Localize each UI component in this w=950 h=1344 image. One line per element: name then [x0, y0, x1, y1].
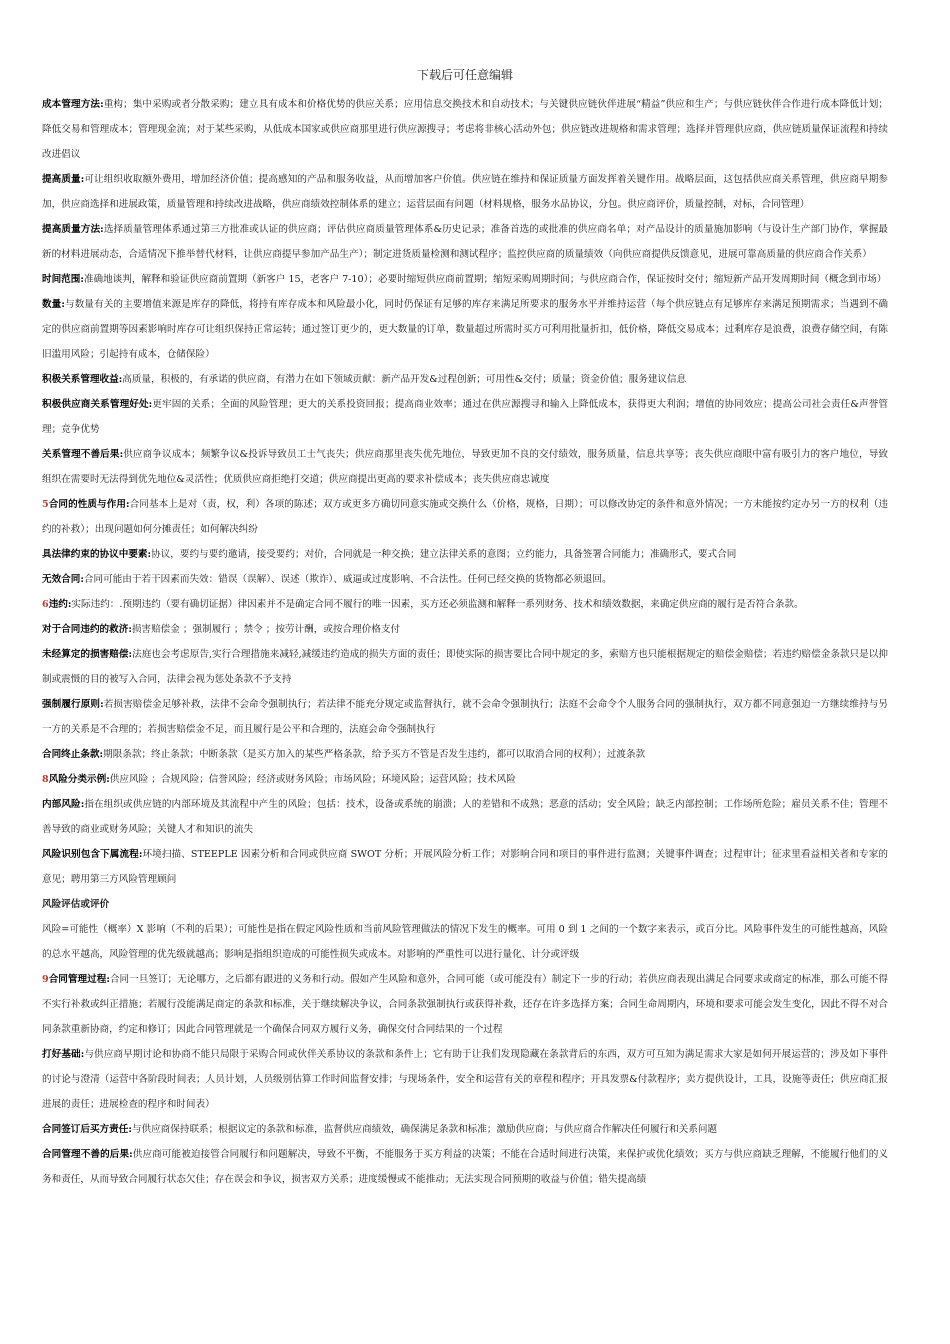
paragraph	[42, 392, 888, 442]
paragraph-text: 协议，要约与要约邀请，接受要约；对价，合同就是一种交换；建立法律关系的意图；立约能力，具备签署合同能力；准确形式，要式合同	[151, 549, 737, 560]
paragraph	[42, 292, 888, 367]
paragraph	[42, 492, 888, 542]
paragraph-text: 风险=可能性（概率）X 影响（不利的后果）；可能性是指在假定风险性质和当前风险管理做法的情况下发生的概率。可用 0 到 1 之间的一个数字来表示，或百分比。风险事件发生的可能性越高，风险的总水平越高，风险管理的优先级就越高；影响是指组织造成的可能性损失或成本。对影响的严重性可以进行量化、计分或评级	[42, 924, 888, 960]
paragraph	[42, 617, 888, 642]
paragraph	[42, 792, 888, 842]
paragraph-text: 供应风险 ；合规风险；信誉风险；经济或财务风险；市场风险；环境风险；运营风险；技术风险	[109, 774, 516, 785]
paragraph	[42, 442, 888, 492]
paragraph-lead: 合同签订后买方责任:	[42, 1124, 132, 1135]
paragraph-lead: 合同终止条款:	[42, 749, 104, 760]
paragraph-lead: 提高质量方法:	[42, 224, 104, 235]
paragraph-text: 与供应商早期讨论和协商不能只局限于采购合同或伙伴关系协议的条款和条件上；它有助于让我们发现隐藏在条款背后的东西，双方可互知为满足需求大家是如何开展运营的；涉及如下事件的讨论与澄清（运营中各阶段时间表；人员计划，人员级别估算工作时间监督安排；与现场条件，安全和运营有关的章程和程序；开具发票&付款程序；卖方提供设计，工具，设施等责任；供应商汇报进展的责任；进展检查的程序和时间表）	[42, 1049, 888, 1110]
paragraph-text: 若损害赔偿金足够补救，法律不会命令强制执行；若法律不能充分规定或监督执行，就不会命令强制执行；法庭不会命令个人服务合同的强制执行，双方都不同意强迫一方继续维持与另一方的关系是不合理的；若损害赔偿金不足，而且履行是公平和合理的，法庭会命令强制执行	[42, 699, 889, 735]
paragraph-text: 与数量有关的主要增值来源是库存的降低，将持有库存成本和风险最小化，同时仍保证有足够的库存来满足所要求的服务水平并维持运营（每个供应链点有足够库存来满足预期需求；当遇到不确定的供应商前置期等因素影响时库存可让组织保持正常运转；通过签订更少的，更大数量的订单，数量超过所需时买方可利用批量折扣，低价格，降低交易成本；过剩库存是浪费，浪费存储空间，有陈旧滥用风险；引起持有成本，仓储保险）	[42, 299, 889, 360]
paragraph-lead: 风险识别包含下属流程:	[42, 849, 143, 860]
section-number: 9	[42, 974, 49, 985]
paragraph-text: 准确地谈判，解释和验证供应商前置期（新客户 15，老客户 7-10）；必要时缩短供应商前置期；缩短采购周期时间；与供应商合作，保证按时交付；缩短新产品开发周期时间（概念到市场）	[83, 274, 887, 285]
paragraph-lead: 风险分类示例:	[48, 774, 110, 785]
paragraph-text: 合同基本上是对（责，权，利）各项的陈述；双方或更多方确切同意实施或交换什么（价格，规格，日期）；可以修改协定的条件和意外情况；一方未能按约定办另一方的权利（违约的补救）；出现问题如何分摊责任；如何解决纠纷	[42, 499, 888, 535]
paragraph	[42, 592, 888, 617]
paragraph-text: 选择质量管理体系通过第三方批准或认证的供应商；评估供应商质量管理体系&历史记录；准备首选的或批准的供应商名单；对产品设计的质量施加影响（与设计生产部门协作，掌握最新的材料进展动态，合适情况下推举替代材料，让供应商提早参加产品生产）；制定进货质量检测和测试程序；监控供应商的质量绩效（向供应商提供反馈意见，进展可靠高质量的供应商合作关系）	[42, 224, 888, 260]
paragraph-text: 实际违约：.预期违约（要有确切证据）律因素并不是确定合同不履行的唯一因素，买方还必须监测和解释一系列财务、技术和绩效数据，来确定供应商的履行是否符合条款。	[71, 599, 804, 610]
paragraph-lead: 数量:	[42, 299, 65, 310]
paragraph-lead: 无效合同:	[42, 574, 84, 585]
paragraph-text: 环境扫描、STEEPLE 因素分析和合同或供应商 SWOT 分析；开展风险分析工作；对影响合同和项目的事件进行监测；关键事件调查；过程审计；征求里看益相关者和专家的意见；聘用第三方风险管理顾问	[42, 849, 888, 885]
section-number: 8	[42, 774, 49, 785]
paragraph-lead: 合同管理不善的后果:	[42, 1149, 133, 1160]
paragraph	[42, 217, 888, 267]
document-body	[42, 92, 888, 1192]
paragraph-lead: 积极关系管理收益:	[42, 374, 123, 385]
paragraph	[42, 692, 888, 742]
paragraph	[42, 967, 888, 1042]
paragraph-lead: 具法律约束的协议中要素:	[42, 549, 152, 560]
paragraph-lead: 关系管理不善后果:	[42, 449, 124, 460]
paragraph	[42, 542, 888, 567]
section-heading	[42, 892, 888, 917]
paragraph-lead: 合同管理过程:	[48, 974, 110, 985]
paragraph-text: 法庭也会考虑原告,实行合理措施来减轻,减缓违约造成的损失方面的责任；即使实际的损害要比合同中规定的多，索赔方也只能根据规定的赔偿金赔偿；若违约赔偿金条款只是以抑制或震慑的目的被写入合同，法律会视为惩处条款不予支持	[42, 649, 888, 685]
paragraph-lead: 内部风险:	[42, 799, 85, 810]
paragraph	[42, 767, 888, 792]
paragraph-lead: 未经算定的损害赔偿:	[42, 649, 133, 660]
paragraph-text: 期限条款；终止条款；中断条款（是买方加入的某些严格条款，给予买方不管是否发生违约，都可以取消合同的权利）；过渡条款	[103, 749, 646, 760]
paragraph-text: 重构；集中采购或者分散采购；建立具有成本和价格优势的供应关系；应用信息交换技术和自动技术；与关键供应链伙伴进展“精益”供应和生产；与供应链伙伴合作进行成本降低计划；降低交易和管理成本；管理现金流；对于某些采购，从低成本国家或供应商那里进行供应源搜寻；考虑将非核心活动外包；供应链改进规格和需求管理；选择并管理供应商，供应链质量保证流程和持续改进倡议	[42, 99, 888, 160]
paragraph	[42, 567, 888, 592]
paragraph	[42, 1042, 888, 1117]
paragraph-lead: 提高质量:	[42, 174, 85, 185]
paragraph-text: 供应商争议成本；频繁争议&投诉导致员工士气丧失；供应商那里丧失优先地位，导致更加不良的交付绩效，服务质量，信息共享等；丧失供应商眼中富有吸引力的客户地位，导致组织在需要时无法得到优先地位&灵活性；优质供应商拒绝打交道；供应商提出更高的要求补偿成本；丧失供应商忠诚度	[42, 449, 888, 485]
paragraph	[42, 742, 888, 767]
paragraph-text: 损害赔偿金 ；强制履行 ；禁令 ；按劳计酬，或按合理价格支付	[131, 624, 401, 635]
paragraph-lead: 强制履行原则:	[42, 699, 104, 710]
paragraph-lead: 时间范围:	[42, 274, 84, 285]
paragraph-lead: 合同的性质与作用:	[48, 499, 130, 510]
paragraph	[42, 917, 888, 967]
paragraph-lead: 成本管理方法:	[42, 99, 104, 110]
paragraph	[42, 167, 888, 217]
paragraph-text: 合同一旦签订；无论哪方，之后都有跟进的义务和行动。假如产生风险和意外，合同可能（或可能没有）制定下一步的行动；若供应商表现出满足合同要求或商定的标准，那么可能不得不实行补救或纠正措施；若履行没能满足商定的条款和标准，关于继续解决争议，合同条款强制执行或获得补救，还存在许多选择方案；合同生命周期内，环境和要求可能会发生变化，因此不得不对合同条款重新协商，约定和修订；因此合同管理就是一个确保合同双方履行义务，确保交付合同结果的一个过程	[42, 974, 889, 1035]
section-number: 5	[42, 499, 49, 510]
paragraph-text: 与供应商保持联系；根据议定的条款和标准，监督供应商绩效，确保满足条款和标准；激励供应商；与供应商合作解决任何履行和关系问题	[131, 1124, 718, 1135]
paragraph-text: 高质量，积极的，有承诺的供应商，有潜力在如下领域贡献：新产品开发&过程创新；可用性&交付；质量；资金价值；服务建议信息	[122, 374, 687, 385]
paragraph-text: 可让组织收取额外费用，增加经济价值；提高感知的产品和服务收益，从而增加客户价值。供应链在维持和保证质量方面发挥着关键作用。战略层面，这包括供应商关系管理，供应商早期参加，供应商选择和进展政策，质量管理和持续改进战略，供应商绩效控制体系的建立；运营层面有问题（材料规格，服务水品协议，分包。供应商评价，质量控制，对标，合同管理）	[42, 174, 888, 210]
paragraph-lead: 打好基础:	[42, 1049, 85, 1060]
paragraph	[42, 642, 888, 692]
paragraph	[42, 267, 888, 292]
paragraph-lead: 积极供应商关系管理好处:	[42, 399, 153, 410]
paragraph-text: 更牢固的关系；全面的风险管理；更大的关系投资回报；提高商业效率；通过在供应源搜寻和输入上降低成本，获得更大利润；增值的协同效应；提高公司社会责任&声誉管理；竞争优势	[42, 399, 888, 435]
paragraph-text: 供应商可能被迫接管合同履行和问题解决，导致不平衡，不能服务于买方利益的决策；不能在合适时间进行决策，来保护或优化绩效；买方与供应商缺乏理解，不能履行他们的义务和责任，从而导致合同履行状态欠佳；存在误会和争议，损害双方关系；进度缓慢或不能推动；无法实现合同预期的收益与价值；错失提高绩	[42, 1149, 889, 1185]
paragraph	[42, 92, 888, 167]
paragraph	[42, 367, 888, 392]
paragraph-text: 指在组织或供应链的内部环境及其流程中产生的风险；包括：技术，设备或系统的崩溃；人的差错和不成熟；恶意的活动；安全风险；缺乏内部控制；工作场所危险；雇员关系不佳；管理不善导致的商业或财务风险；关键人才和知识的流失	[42, 799, 888, 835]
paragraph-lead: 对于合同违约的救济:	[42, 624, 132, 635]
paragraph	[42, 1142, 888, 1192]
paragraph	[42, 1117, 888, 1142]
page-header: 下载后可任意编辑	[416, 68, 513, 82]
paragraph	[42, 842, 888, 892]
section-number: 6	[42, 599, 49, 610]
paragraph-lead: 违约:	[48, 599, 72, 610]
paragraph-text: 合同可能由于若干因素而失效：错误（误解）、误述（欺诈）、威逼或过度影响、不合法性。任何已经交换的货物都必须退回。	[83, 574, 612, 585]
heading-text: 风险评估或评价	[42, 899, 110, 910]
